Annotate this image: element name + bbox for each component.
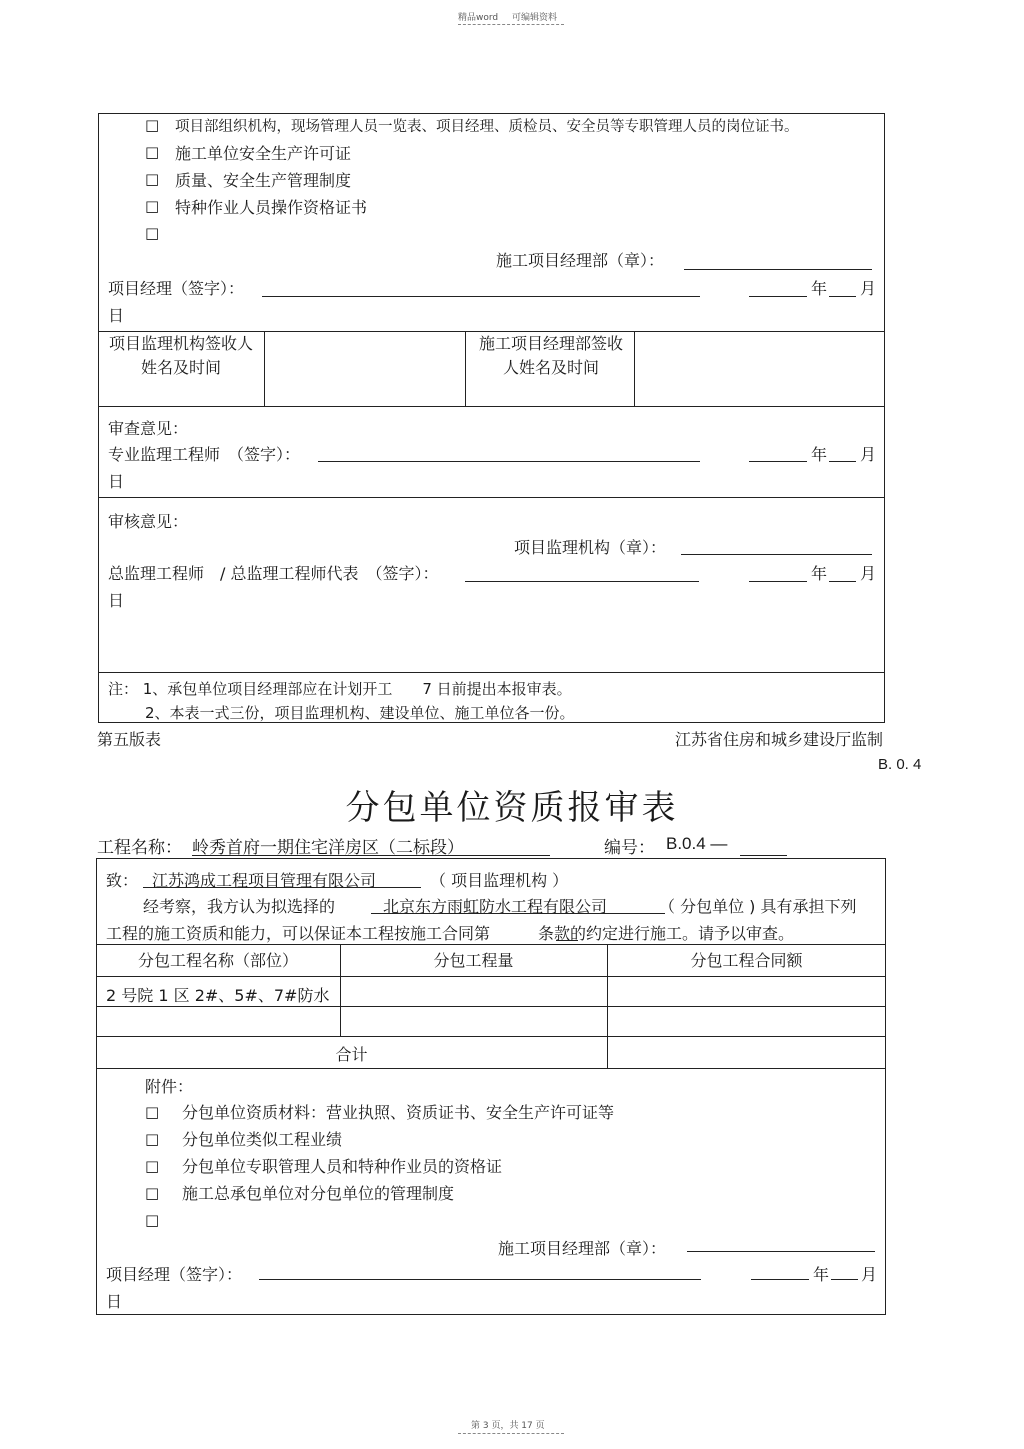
form1-divider-3 [98,497,885,498]
checkbox-icon[interactable]: □ [145,1130,160,1148]
note-2: 2、本表一式三份，项目监理机构、建设单位、施工单位各一份。 [145,704,575,722]
footer-divider [458,1433,564,1434]
to-organization-line [143,887,421,888]
to-organization: 江苏鸿成工程项目管理有限公司 [152,871,377,890]
number-line[interactable] [740,855,787,856]
page-number: 第 3 页，共 17 页 [471,1421,545,1431]
body-mid: （ 分包单位 ) 具有承担下列 [659,897,857,916]
form2-pm-sign-label: 项目经理（签字）： [106,1265,243,1284]
to-label: 致： [106,871,139,890]
year-label: 年 [811,564,828,583]
checkbox-icon[interactable]: □ [145,170,160,188]
month-label: 月 [860,564,877,583]
header-divider [458,24,564,25]
month-label: 月 [861,1265,878,1284]
checkbox-icon[interactable]: □ [145,224,160,242]
checkbox-icon[interactable]: □ [145,1184,160,1202]
supervision-stamp-label: 项目监理机构（章）： [514,538,667,557]
month-label: 月 [860,279,877,298]
day-label: 日 [108,306,125,325]
month-label: 月 [860,445,877,464]
form1-stamp-label: 施工项目经理部（章）： [496,251,665,270]
project-name-label: 工程名称： [97,838,182,858]
project-name-value: 岭秀首府一期住宅洋房区（二标段） [192,838,464,858]
form2-stamp-line[interactable] [687,1251,875,1252]
page-title: 分包单位资质报审表 [345,788,679,828]
checkbox-icon[interactable]: □ [145,1157,160,1175]
chief-sign-line[interactable] [465,581,699,582]
form2-month-line[interactable] [831,1279,858,1280]
form2-attachment-4: 施工总承包单位对分包单位的管理制度 [182,1184,455,1203]
form1-divider-4 [98,672,885,673]
table-header-quantity: 分包工程量 [433,951,514,970]
day-label: 日 [106,1292,123,1311]
body-prefix: 经考察，我方认为拟选择的 [143,897,336,916]
chief-sign-label: 总监理工程师 / 总监理工程师代表 （签字）： [108,564,439,583]
receipt-divider-2 [465,331,466,406]
year-label: 年 [813,1265,830,1284]
table-row-divider [96,976,886,977]
checkbox-icon[interactable]: □ [145,1211,160,1229]
attachments-label: 附件： [145,1077,194,1096]
receipt-left-label: 项目监理机构签收人姓名及时间 [108,334,253,377]
form1-attachment-4: 特种作业人员操作资格证书 [175,198,368,217]
form2-divider-1 [96,944,886,945]
to-suffix: （ 项目监理机构 ） [430,871,569,890]
table-header-name: 分包工程名称（部位） [137,951,298,970]
form1-pm-sign-label: 项目经理（签字）： [108,279,245,298]
subcontractor-line [371,913,665,914]
checkbox-icon[interactable]: □ [145,1103,160,1121]
form1-divider-2 [98,406,885,407]
receipt-divider-3 [634,331,635,406]
review-year-line[interactable] [749,461,807,462]
day-label: 日 [108,472,125,491]
number-label: 编号： [604,838,655,858]
form2-attachment-2: 分包单位类似工程业绩 [182,1130,343,1149]
table-cell-name: 2 号院 1 区 2#、5#、7#防水 [106,986,330,1005]
body-line-2: 工程的施工资质和能力，可以保证本工程按施工合同第 条款的约定进行施工。请予以审查。 [106,924,795,943]
year-label: 年 [811,445,828,464]
issuer-label: 江苏省住房和城乡建设厅监制 [675,730,884,749]
form2-attachment-3: 分包单位专职管理人员和特种作业员的资格证 [182,1157,503,1176]
receipt-right-label: 施工项目经理部签收人姓名及时间 [478,334,623,377]
form2-year-line[interactable] [751,1279,809,1280]
review-month-line[interactable] [829,461,856,462]
form1-attachment-1: 项目部组织机构，现场管理人员一览表、项目经理、质检员、安全员等专职管理人员的岗位证书。 [175,119,799,135]
header-right-text: 可编辑资料 [512,13,558,23]
form2-stamp-label: 施工项目经理部（章）： [498,1239,667,1258]
engineer-sign-line[interactable] [318,461,700,462]
form2-pm-sign-line[interactable] [259,1279,701,1280]
year-label: 年 [811,279,828,298]
form2-divider-2 [96,1068,886,1069]
edition-label: 第五版表 [97,730,162,749]
checkbox-icon[interactable]: □ [145,143,160,161]
header-left-text: 精品word [458,13,499,23]
subcontractor-name: 北京东方雨虹防水工程有限公司 [383,897,608,916]
engineer-sign-label: 专业监理工程师 （签字）： [108,445,301,464]
audit-month-line[interactable] [829,581,856,582]
contract-clause-line[interactable] [556,940,578,941]
form1-attachment-3: 质量、安全生产管理制度 [175,171,352,190]
form1-stamp-line[interactable] [684,269,872,270]
receipt-divider-1 [264,331,265,406]
audit-year-line[interactable] [749,581,807,582]
form2-attachment-1: 分包单位资质材料：营业执照、资质证书、安全生产许可证等 [182,1103,615,1122]
checkbox-icon[interactable]: □ [145,116,160,134]
table-row-divider [96,1036,886,1037]
number-value: B.0.4 — [666,834,728,853]
form1-month-line[interactable] [829,296,856,297]
table-header-amount: 分包工程合同额 [690,951,803,970]
audit-label: 审核意见： [108,512,189,531]
note-1: 注： 1、承包单位项目经理部应在计划开工 7 日前提出本报审表。 [108,680,572,698]
form1-pm-sign-line[interactable] [262,296,700,297]
form1-year-line[interactable] [749,296,807,297]
form1-attachment-2: 施工单位安全生产许可证 [175,144,352,163]
table-row-divider [96,1006,886,1007]
day-label: 日 [108,591,125,610]
project-name-line [192,855,550,856]
supervision-stamp-line[interactable] [681,554,872,555]
checkbox-icon[interactable]: □ [145,197,160,215]
form-code: B. 0. 4 [878,756,922,773]
review-label: 审查意见： [108,419,189,438]
total-label: 合计 [335,1045,368,1064]
